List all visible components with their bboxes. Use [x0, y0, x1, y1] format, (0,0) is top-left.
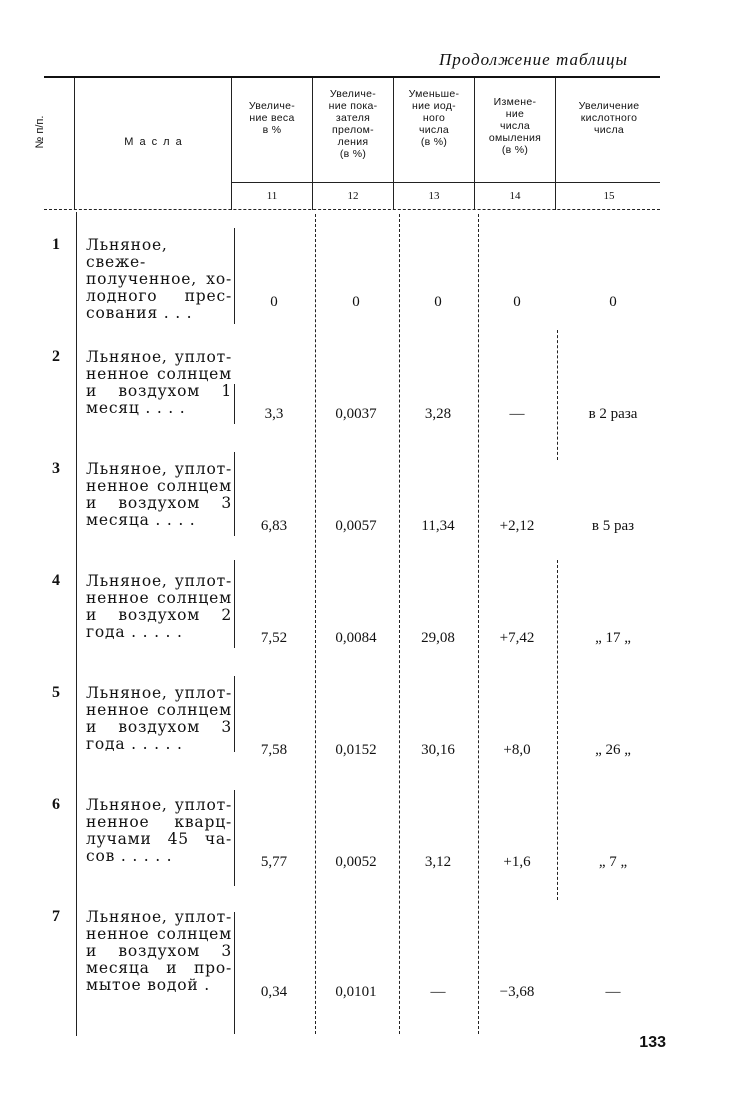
cell-v14: −3,68 [499, 984, 535, 1000]
oil-description-line: Льняное, уплот- [86, 796, 232, 814]
oil-description-line: полученное, хо- [86, 270, 232, 288]
row-number: 1 [52, 236, 60, 253]
header-divider [474, 78, 475, 210]
oil-description-line: мытое водой . [86, 976, 210, 994]
oil-description-line: Льняное, свеже- [86, 236, 168, 271]
oil-description [86, 685, 232, 753]
oil-description-line: года . . . . . [86, 623, 183, 641]
oil-description-line: сования . . . [86, 304, 193, 322]
table-caption: Продолжение таблицы [438, 50, 628, 69]
cell-v15: „ 26 „ [595, 742, 631, 758]
row-number: 2 [52, 348, 60, 365]
oil-description [86, 797, 232, 865]
oil-description-line: месяца и про- [86, 959, 232, 977]
oil-description-line: года . . . . . [86, 735, 183, 753]
header-col-13: Уменьше- ние иод- ного числа (в %) [408, 88, 460, 148]
table-top-rule [44, 76, 660, 78]
cell-v13: — [430, 984, 446, 1000]
column-number: 14 [509, 190, 521, 202]
cell-v12: 0,0084 [335, 630, 377, 646]
header-divider [74, 78, 75, 210]
cell-v11: 3,3 [264, 406, 284, 422]
header-number-rule [232, 182, 660, 183]
body-divider [234, 384, 235, 424]
cell-v14: +1,6 [503, 854, 531, 870]
oil-description-line: сов . . . . . [86, 847, 173, 865]
oil-description-line: ненное солнцем [86, 477, 232, 495]
oil-description-line: лодного прес- [86, 287, 232, 305]
cell-v13: 3,12 [424, 854, 452, 870]
column-number: 13 [428, 190, 440, 202]
oil-description-line: ненное солнцем [86, 589, 232, 607]
header-oils: Масла [124, 136, 188, 148]
cell-v15: „ 7 „ [598, 854, 628, 870]
cell-v15: в 5 раз [591, 518, 635, 534]
oil-description-line: и воздухом 3 [86, 942, 232, 960]
body-divider [234, 790, 235, 886]
body-divider [76, 212, 77, 1036]
row-number: 6 [52, 796, 60, 813]
cell-v14: +2,12 [499, 518, 535, 534]
body-divider [557, 560, 558, 900]
row-number: 5 [52, 684, 60, 701]
oil-description [86, 461, 232, 529]
cell-v11: 6,83 [260, 518, 288, 534]
column-number: 11 [266, 190, 278, 202]
header-col-14: Измене- ние числа омыления (в %) [488, 96, 542, 156]
oil-description-line: Льняное, уплот- [86, 684, 232, 702]
cell-v13: 29,08 [421, 630, 455, 646]
cell-v15: — [605, 984, 621, 1000]
body-divider [234, 228, 235, 324]
cell-v12: 0 [352, 294, 360, 310]
header-bottom-rule [44, 209, 660, 210]
header-divider [312, 78, 313, 210]
cell-v11: 7,52 [260, 630, 288, 646]
cell-v12: 0,0101 [335, 984, 377, 1000]
cell-v15: „ 17 „ [595, 630, 631, 646]
column-number: 15 [603, 190, 615, 202]
row-number: 3 [52, 460, 60, 477]
cell-v13: 0 [434, 294, 442, 310]
oil-description-line: ненное кварц- [86, 813, 232, 831]
body-divider [315, 214, 316, 1034]
header-col-15: Увеличение кислотного числа [578, 100, 640, 136]
oil-description-line: лучами 45 ча- [86, 830, 232, 848]
oil-description [86, 237, 232, 322]
cell-v15: 0 [609, 294, 617, 310]
cell-v14: — [509, 406, 525, 422]
cell-v11: 7,58 [260, 742, 288, 758]
oil-description [86, 909, 232, 994]
row-number: 7 [52, 908, 60, 925]
oil-description-line: и воздухом 1 [86, 382, 232, 400]
header-row-number: № п/п. [34, 115, 46, 149]
cell-v15: в 2 раза [588, 406, 638, 422]
header-divider [555, 78, 556, 210]
cell-v11: 5,77 [260, 854, 288, 870]
body-divider [234, 560, 235, 648]
body-divider [234, 676, 235, 752]
oil-description-line: и воздухом 3 [86, 494, 232, 512]
oil-description-line: Льняное, уплот- [86, 348, 232, 366]
row-number: 4 [52, 572, 60, 589]
body-divider [399, 214, 400, 1034]
body-divider [234, 912, 235, 1034]
oil-description-line: ненное солнцем [86, 701, 232, 719]
oil-description-line: ненное солнцем [86, 365, 232, 383]
cell-v14: +7,42 [499, 630, 535, 646]
header-divider [393, 78, 394, 210]
cell-v12: 0,0057 [335, 518, 377, 534]
oil-description-line: Льняное, уплот- [86, 572, 232, 590]
oil-description-line: и воздухом 2 [86, 606, 232, 624]
oil-description-line: ненное солнцем [86, 925, 232, 943]
cell-v12: 0,0052 [335, 854, 377, 870]
oil-description-line: и воздухом 3 [86, 718, 232, 736]
cell-v11: 0 [270, 294, 278, 310]
column-number: 12 [347, 190, 359, 202]
header-col-11: Увеличе- ние веса в % [248, 100, 296, 136]
oil-description-line: месяца . . . . [86, 511, 196, 529]
page-number: 133 [639, 1034, 666, 1051]
cell-v14: 0 [513, 294, 521, 310]
cell-v13: 3,28 [424, 406, 452, 422]
cell-v11: 0,34 [260, 984, 288, 1000]
oil-description-line: Льняное, уплот- [86, 460, 232, 478]
body-divider [234, 452, 235, 536]
cell-v13: 11,34 [421, 518, 455, 534]
cell-v12: 0,0152 [335, 742, 377, 758]
cell-v14: +8,0 [503, 742, 531, 758]
oil-description-line: месяц . . . . [86, 399, 186, 417]
cell-v12: 0,0037 [335, 406, 377, 422]
oil-description [86, 349, 232, 417]
oil-description-line: Льняное, уплот- [86, 908, 232, 926]
oil-description [86, 573, 232, 641]
body-divider [478, 214, 479, 1034]
cell-v13: 30,16 [421, 742, 455, 758]
header-col-12: Увеличе- ние пока- зателя прелом- ления (в %) [328, 88, 378, 160]
body-divider [557, 330, 558, 460]
